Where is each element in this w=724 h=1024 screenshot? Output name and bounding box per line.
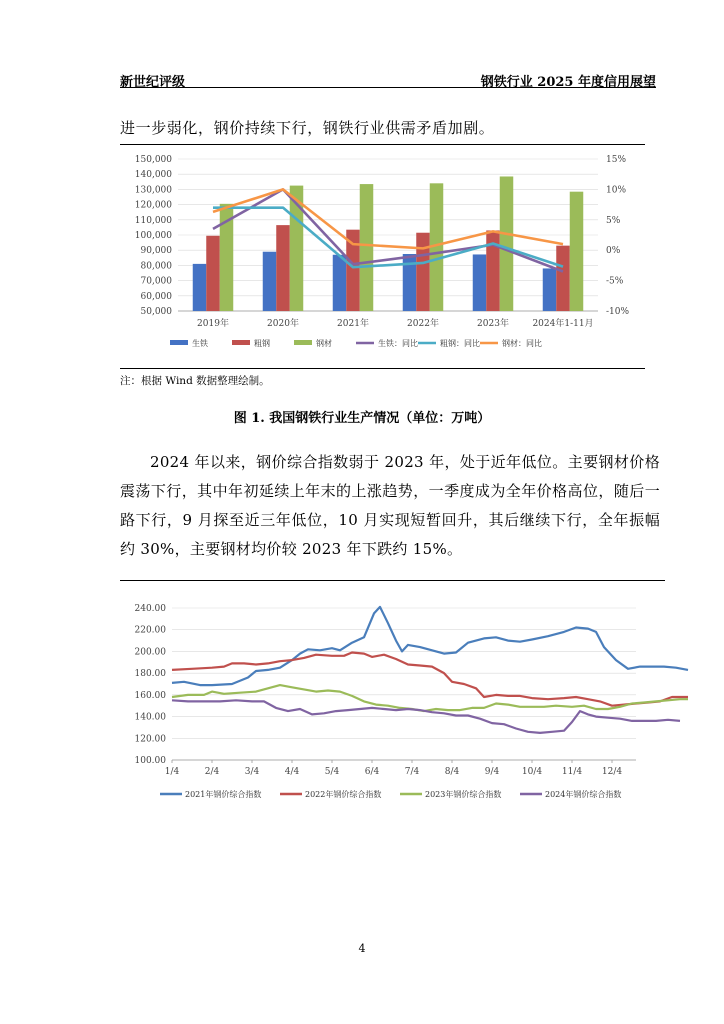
legend-item — [400, 789, 501, 799]
x-tick-label: 9/4 — [484, 767, 500, 777]
legend-label: 生铁：同比 — [378, 339, 418, 348]
legend-label: 2024年钢价综合指数 — [545, 790, 622, 799]
y-tick-label: 240.00 — [134, 604, 166, 614]
legend-item — [356, 338, 418, 348]
figure1-top-rule — [120, 144, 645, 145]
line-2022年钢价综合指数 — [172, 653, 688, 706]
y-tick-label: 220.00 — [134, 625, 166, 636]
y2-tick-label: 10% — [606, 185, 627, 196]
y-tick-label: 90,000 — [140, 246, 172, 257]
legend-item — [160, 789, 261, 799]
legend-label: 粗钢 — [254, 339, 270, 348]
intro-line: 进一步弱化，钢价持续下行，钢铁行业供需矛盾加剧。 — [120, 119, 495, 137]
x-tick-label: 7/4 — [404, 767, 420, 777]
bar-生铁-2023年 — [473, 254, 487, 311]
legend-item — [418, 338, 480, 348]
bar-粗钢-2020年 — [276, 225, 290, 311]
legend-label: 钢材 — [316, 339, 332, 348]
body-paragraph — [120, 448, 660, 564]
legend-item — [170, 338, 208, 348]
y-tick-label: 110,000 — [134, 215, 172, 226]
legend-item — [520, 789, 621, 799]
legend-swatch — [232, 340, 250, 345]
y2-tick-label: -10% — [606, 307, 630, 317]
bar-生铁-2020年 — [263, 252, 277, 311]
x-tick-label: 8/4 — [444, 767, 460, 777]
legend-item — [280, 789, 381, 799]
bar-粗钢-2024年1-11月 — [556, 246, 570, 311]
bar-钢材-2023年 — [500, 176, 514, 311]
header-report-title: 钢铁行业 2025 年度信用展望 — [480, 75, 656, 90]
legend-label: 粗钢：同比 — [440, 339, 480, 348]
legend-label: 2022年钢价综合指数 — [305, 790, 382, 799]
legend-item — [294, 338, 332, 348]
header-org-name: 新世纪评级 — [120, 75, 186, 90]
y2-tick-label: 0% — [606, 246, 621, 257]
legend-label: 2021年钢价综合指数 — [185, 790, 262, 799]
x-tick-label: 3/4 — [244, 767, 260, 777]
production-chart — [0, 147, 724, 377]
x-tick-label: 1/4 — [164, 767, 180, 777]
legend-item — [232, 338, 270, 348]
y-tick-label: 180.00 — [134, 669, 166, 680]
y-tick-label: 60,000 — [140, 291, 172, 302]
x-tick-label: 2019年 — [197, 319, 229, 329]
legend-swatch — [170, 340, 188, 345]
y-tick-label: 200.00 — [134, 647, 166, 658]
x-tick-label: 10/4 — [521, 767, 543, 777]
y-tick-label: 100.00 — [134, 756, 166, 766]
bar-生铁-2019年 — [193, 264, 207, 311]
legend-item — [480, 338, 542, 348]
x-tick-label: 2023年 — [477, 319, 509, 329]
x-tick-label: 12/4 — [601, 767, 623, 777]
y-tick-label: 130,000 — [134, 185, 172, 196]
x-tick-label: 2/4 — [204, 767, 220, 777]
bar-生铁-2024年1-11月 — [543, 268, 557, 311]
y-tick-label: 150,000 — [134, 155, 172, 165]
bar-钢材-2021年 — [360, 184, 374, 311]
figure1-caption: 图 1. 我国钢铁行业生产情况（单位：万吨） — [233, 411, 491, 426]
y-tick-label: 70,000 — [140, 276, 172, 287]
x-tick-label: 2020年 — [267, 319, 299, 329]
y-tick-label: 100,000 — [134, 231, 172, 241]
y-tick-label: 140.00 — [134, 712, 166, 723]
legend-swatch — [294, 340, 312, 345]
page-number: 4 — [358, 942, 366, 955]
x-tick-label: 2021年 — [337, 319, 369, 329]
legend-label: 2023年钢价综合指数 — [425, 790, 502, 799]
figure1-note: 注：根据 Wind 数据整理绘制。 — [120, 375, 270, 387]
bar-生铁-2021年 — [333, 255, 347, 311]
header-divider — [120, 87, 656, 88]
bar-粗钢-2022年 — [416, 233, 430, 311]
bar-粗钢-2019年 — [206, 236, 220, 311]
y-tick-label: 120,000 — [134, 200, 172, 211]
y-tick-label: 160.00 — [134, 690, 166, 701]
bar-钢材-2024年1-11月 — [570, 192, 584, 311]
body-text: 2024 年以来，钢价综合指数弱于 2023 年，处于近年低位。主要钢材价格震荡下行，其中年初延续上年末的上涨趋势，一季度成为全年价格高位，随后一路下行，9 月探至近三年低位，10 月实现短暂回升，其后继续下行，全年振幅约 30%，主要钢材均价较 2023 年下跌约 15%。 — [120, 453, 660, 558]
y-tick-label: 120.00 — [134, 734, 166, 745]
x-tick-label: 6/4 — [364, 767, 380, 777]
y2-tick-label: -5% — [606, 276, 624, 287]
y-tick-label: 140,000 — [134, 170, 172, 181]
figure1-bottom-rule — [120, 368, 645, 369]
x-tick-label: 4/4 — [284, 767, 300, 777]
y-tick-label: 80,000 — [140, 261, 172, 272]
y2-tick-label: 15% — [606, 155, 627, 165]
x-tick-label: 5/4 — [324, 767, 340, 777]
x-tick-label: 11/4 — [561, 767, 583, 777]
x-tick-label: 2024年1-11月 — [532, 319, 594, 329]
line-2023年钢价综合指数 — [172, 685, 688, 711]
price-index-chart — [0, 590, 724, 820]
legend-label: 生铁 — [192, 339, 208, 348]
legend-label: 钢材：同比 — [502, 339, 542, 348]
y2-tick-label: 5% — [606, 215, 621, 226]
y-tick-label: 50,000 — [140, 307, 172, 317]
figure2-top-rule — [120, 580, 665, 581]
x-tick-label: 2022年 — [407, 319, 439, 329]
